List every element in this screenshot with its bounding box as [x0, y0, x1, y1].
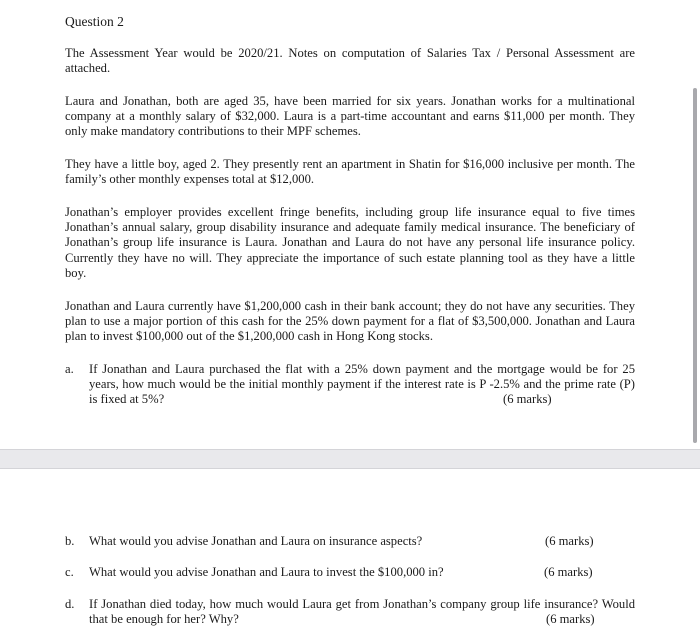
- question-b-text: What would you advise Jonathan and Laura on insurance aspects?: [89, 534, 423, 548]
- question-d-label: d.: [65, 597, 75, 611]
- paragraph-family-expenses: They have a little boy, aged 2. They presently rent an apartment in Shatin for $16,000 inclusive per month. The family’s other monthly expenses total at $12,000.: [65, 157, 635, 187]
- question-d: [65, 597, 635, 629]
- question-a-text: If Jonathan and Laura purchased the flat with a 25% down payment and the mortgage would be for 25 years, how much would be the initial monthly payment if the interest rate is P -2.5% and the prime rate (P) is fixed at 5%?: [89, 362, 635, 407]
- question-heading: Question 2: [65, 14, 124, 29]
- question-a-label: a.: [65, 362, 74, 376]
- scrollbar-thumb[interactable]: [693, 88, 697, 443]
- paragraph-fringe-benefits: Jonathan’s employer provides excellent fringe benefits, including group life insurance equal to five times Jonathan’s annual salary, group disability insurance and adequate family medical insurance. The beneficiary of Jonathan’s group life insurance is Laura. Jonathan and Laura do not have any personal life insurance policy. Currently they have no will. They appreciate the importance of such estate planning tool as they have a little boy.: [65, 205, 635, 280]
- paragraph-cash-and-flat: Jonathan and Laura currently have $1,200,000 cash in their bank account; they do not have any securities. They plan to use a major portion of this cash for the 25% down payment for a flat of $3,500,000. Jonathan and Laura plan to invest $100,000 out of the $1,200,000 cash in Hong Kong stocks.: [65, 299, 635, 344]
- question-c: [65, 565, 635, 581]
- paragraph-assessment-year: The Assessment Year would be 2020/21. Notes on computation of Salaries Tax / Personal Assessment are attached.: [65, 46, 635, 76]
- question-c-label: c.: [65, 565, 74, 579]
- paragraph-couple-income: Laura and Jonathan, both are aged 35, have been married for six years. Jonathan works for a multinational company at a monthly salary of $32,000. Laura is a part-time accountant and earns $11,000 per month. They only make mandatory contributions to their MPF schemes.: [65, 94, 635, 139]
- document-page-2: [0, 468, 700, 630]
- question-b-marks: (6 marks): [545, 534, 594, 548]
- question-c-text: What would you advise Jonathan and Laura to invest the $100,000 in?: [89, 565, 444, 579]
- question-b-label: b.: [65, 534, 75, 548]
- question-c-marks: (6 marks): [544, 565, 593, 579]
- question-a-marks: (6 marks): [503, 392, 552, 406]
- question-a: [65, 362, 635, 410]
- question-b: [65, 534, 635, 550]
- question-d-text: If Jonathan died today, how much would Laura get from Jonathan’s company group life insurance? Would that be enough for her? Why?: [89, 597, 635, 627]
- question-d-marks: (6 marks): [546, 612, 595, 626]
